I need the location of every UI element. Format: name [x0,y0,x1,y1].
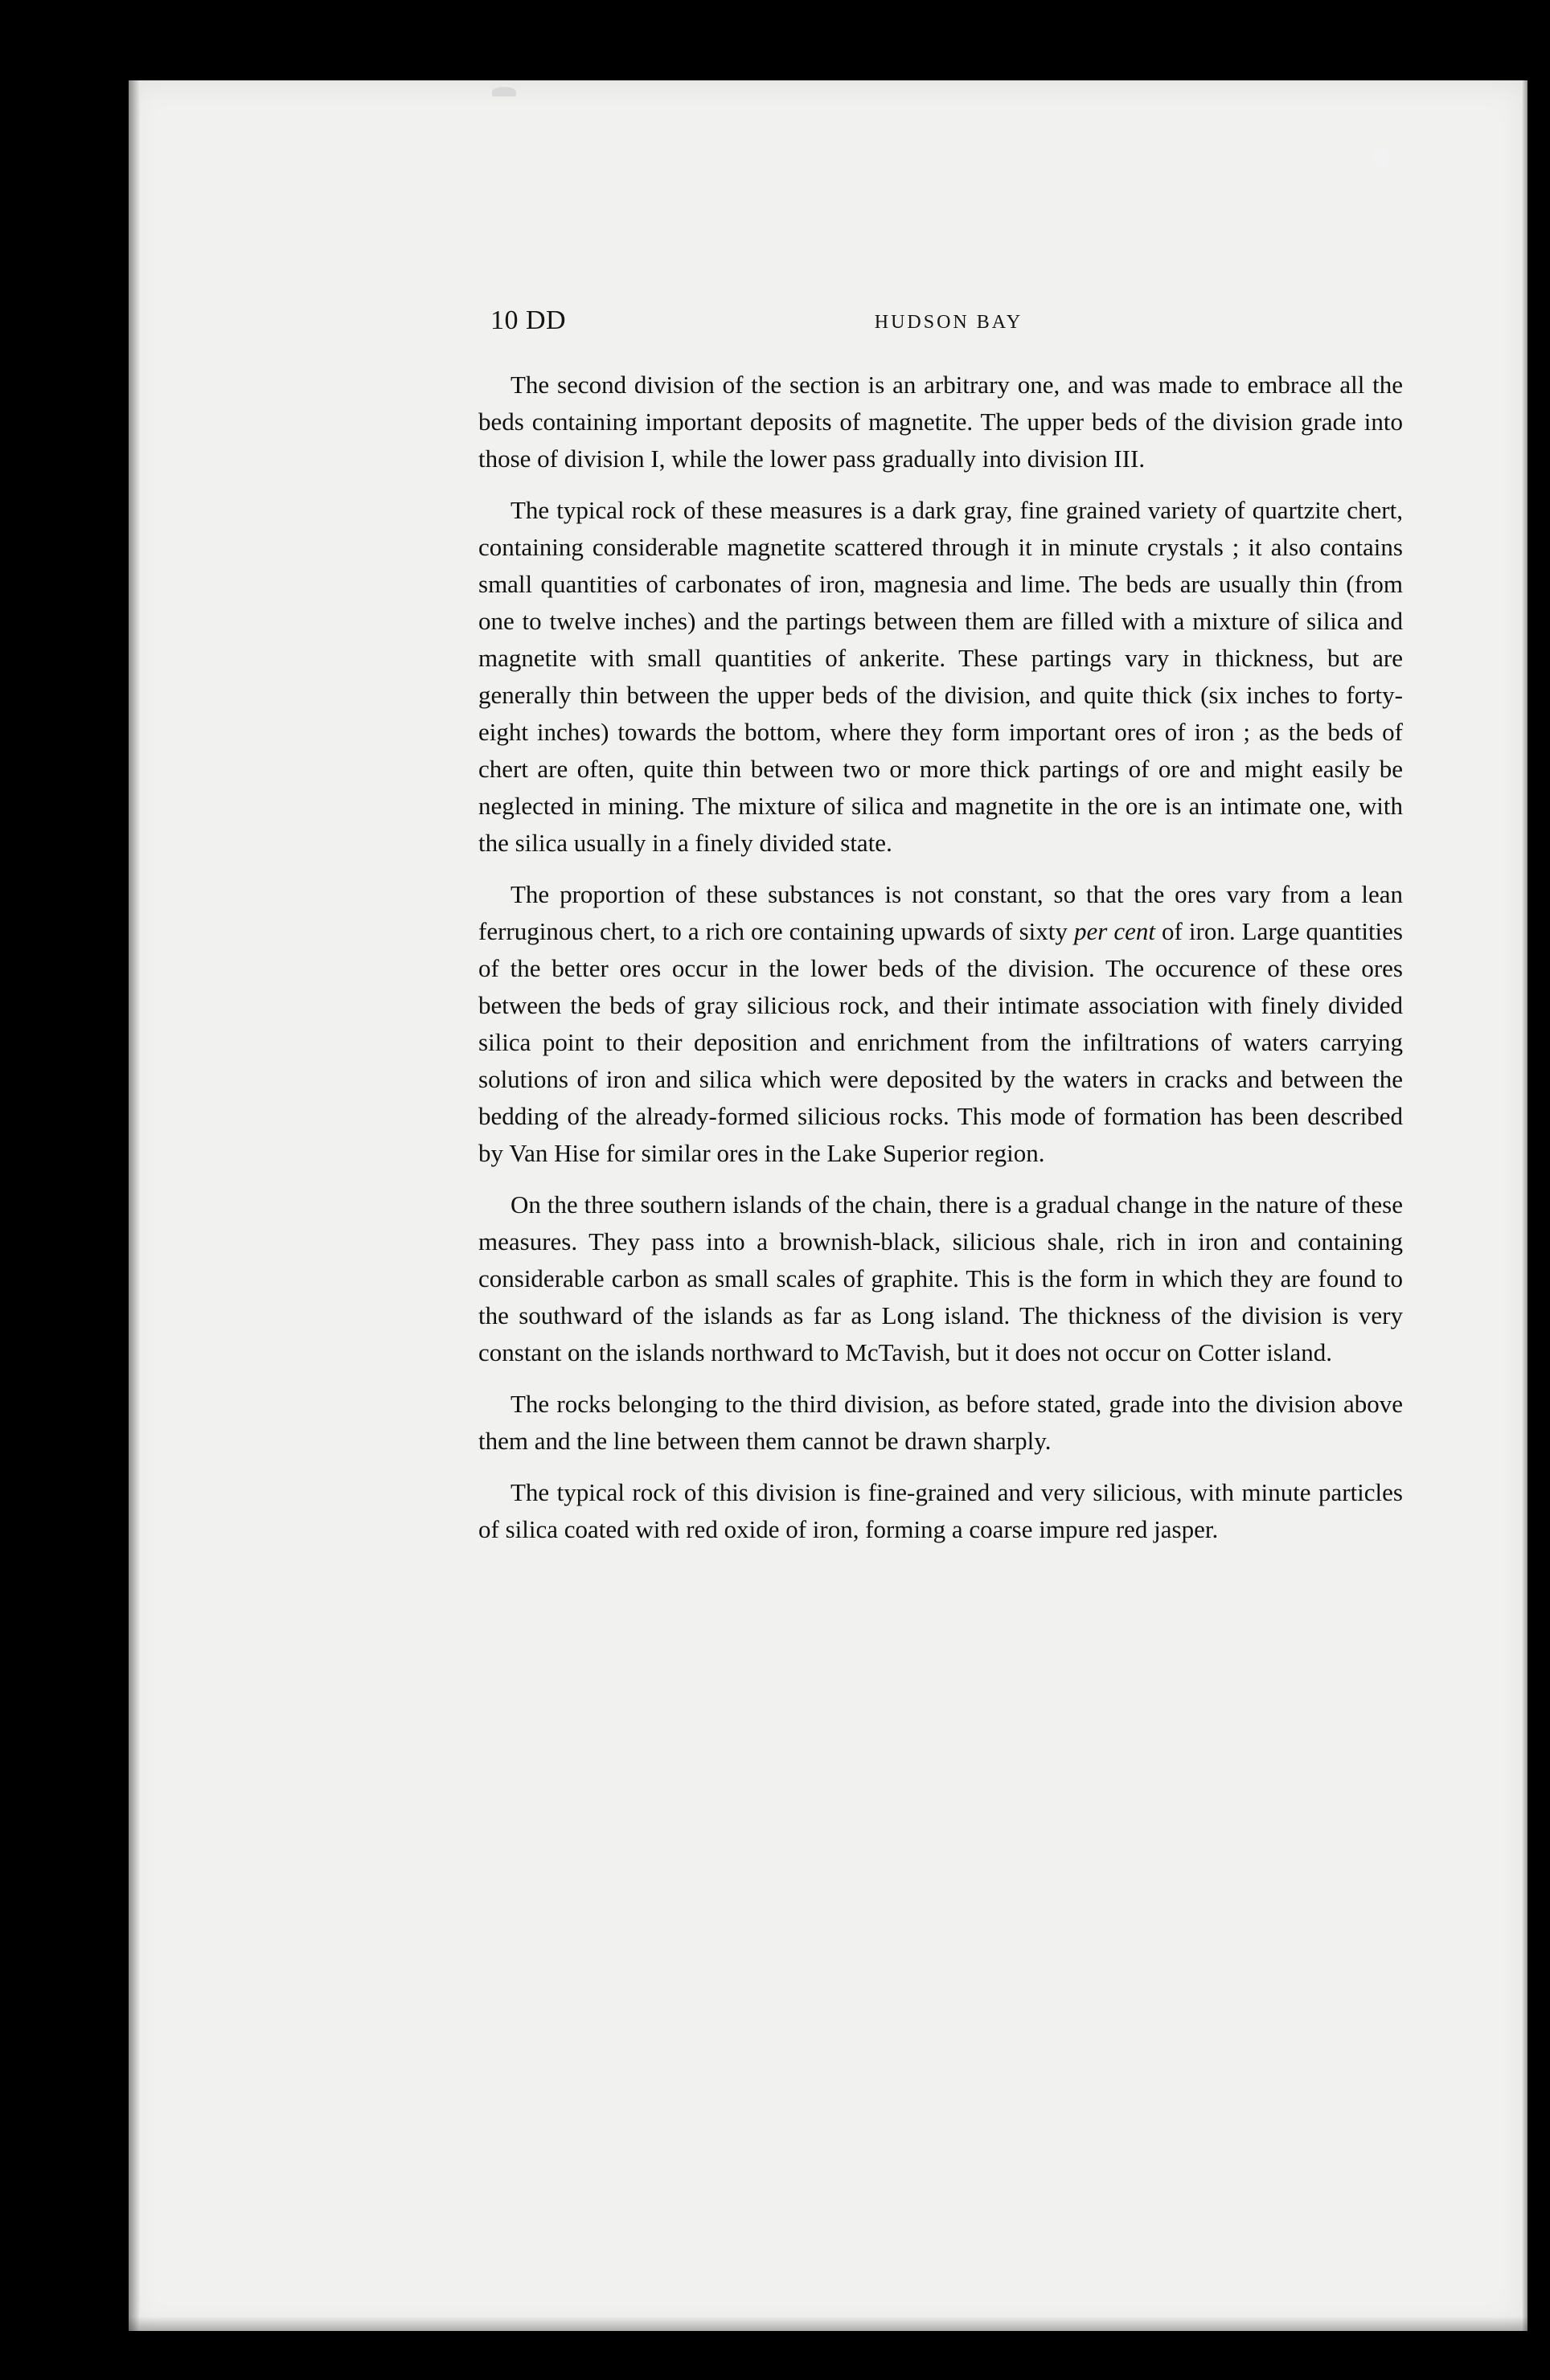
paragraph-3 [478,876,1403,1172]
paragraph-1: The second division of the section is an arbitrary one, and was made to embrace all the beds containing important deposits of magnetite. The upper beds of the division grade into those of division I, while the lower pass gradually into division III. [478,371,1403,473]
paragraph-6: The typical rock of this division is fine-grained and very silicious, with minute particles of silica coated with red oxide of iron, forming a coarse impure red jasper. [478,1478,1403,1543]
running-head [490,305,1407,338]
running-title: HUDSON BAY [874,312,1023,333]
paragraph-3-part-1: The proportion of these substances is not constant, so that the ores vary from a lean ferruginous chert, to a rich ore containing upwards of sixty [478,880,1403,945]
scan-artifact [492,87,516,96]
body-text [478,367,1403,1563]
scan-artifact [1372,146,1389,167]
italic-phrase: per cent [1073,917,1155,945]
page-left-edge [129,80,140,2331]
paragraph-3-part-2: of iron. Large quantities of the better ores occur in the lower beds of the division. The occurence of these ores between the beds of gray silicious rock, and their intimate association with finely divided silica point to their deposition and enrichment from the infiltrations of waters carrying solutions of iron and silica which were deposited by the waters in cracks and between the bedding of the already-formed silicious rocks. This mode of formation has been described by Van Hise for similar ores in the Lake Superior region. [478,917,1403,1167]
page-right-edge [1521,80,1527,2331]
paragraph-4: On the three southern islands of the chain, there is a gradual change in the nature of these measures. They pass into a brownish-black, silicious shale, rich in iron and containing considerable carbon as small scales of graphite. This is the form in which they are found to the southward of the islands as far as Long island. The thickness of the division is very constant on the islands northward to McTavish, but it does not occur on Cotter island. [478,1190,1403,1366]
page-bottom-shadow [129,2317,1527,2331]
paragraph-5: The rocks belonging to the third division, as before stated, grade into the division above them and the line between them cannot be drawn sharply. [478,1390,1403,1455]
page-number: 10 DD [490,305,567,335]
paragraph-2: The typical rock of these measures is a dark gray, fine grained variety of quartzite chert, containing considerable magnetite scattered through it in minute crystals ; it also contains small quantities of carbonates of iron, magnesia and lime. The beds are usually thin (from one to twelve inches) and the partings between them are filled with a mixture of silica and magnetite with small quantities of ankerite. These partings vary in thickness, but are generally thin between the upper beds of the division, and quite thick (six inches to forty-eight inches) towards the bottom, where they form important ores of iron ; as the beds of chert are often, quite thin between two or more thick partings of ore and might easily be neglected in mining. The mixture of silica and magnetite in the ore is an intimate one, with the silica usually in a finely divided state. [478,496,1403,857]
